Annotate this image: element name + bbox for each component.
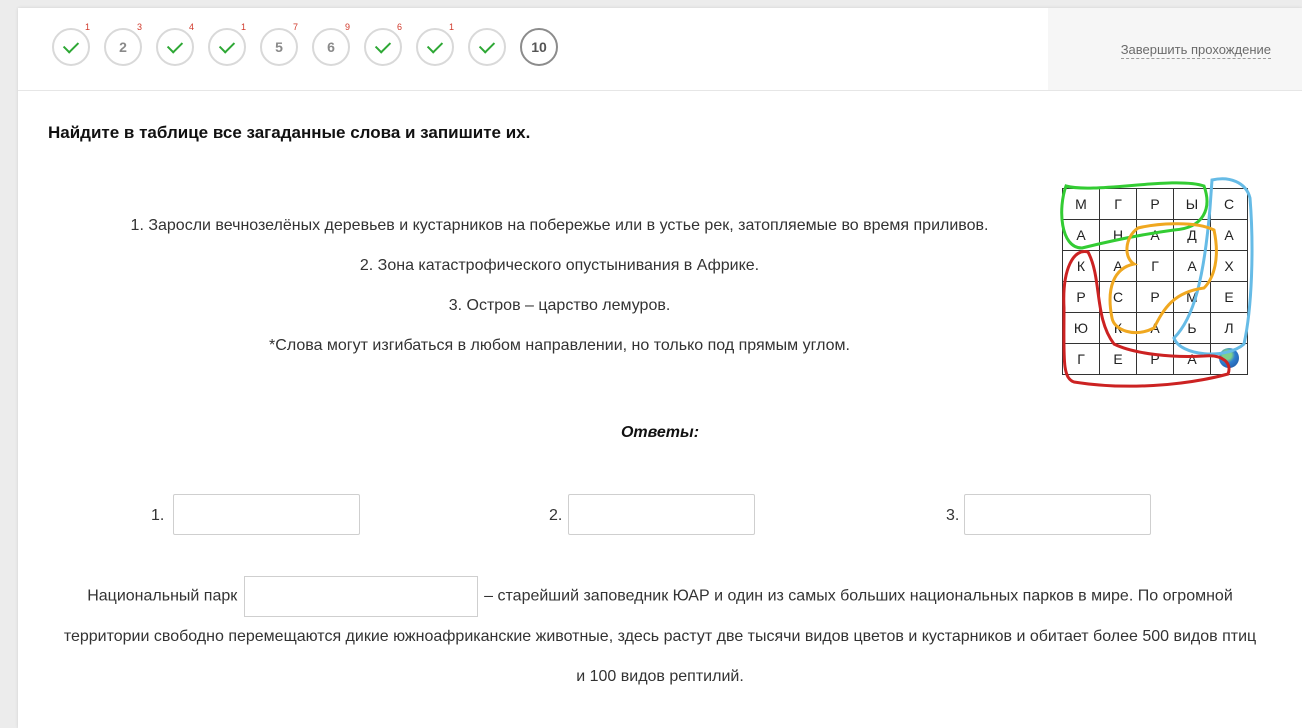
grid-cell: А — [1137, 313, 1174, 344]
task-item-2: 2. Зона катастрофического опустынивания в Африке. — [359, 257, 760, 274]
grid-cell: Л — [1211, 313, 1248, 344]
check-icon — [167, 37, 183, 53]
grid-cell: Г — [1137, 251, 1174, 282]
grid-cell: А — [1063, 220, 1100, 251]
task-item-3: 3. Остров – царство лемуров. — [448, 297, 671, 314]
grid-cell: Р — [1063, 282, 1100, 313]
answer-number-1: 1. — [151, 507, 165, 524]
step-1[interactable] — [52, 22, 90, 66]
step-7[interactable] — [364, 22, 402, 66]
grid-cell: К — [1063, 251, 1100, 282]
question-title: Найдите в таблице все загаданные слова и запишите их. — [48, 123, 531, 142]
finish-area — [1048, 8, 1302, 90]
answer-number-2: 2. — [549, 507, 563, 524]
check-icon — [219, 37, 235, 53]
step-4[interactable] — [208, 22, 246, 66]
green-loop — [1062, 183, 1207, 248]
grid-cell: Н — [1100, 220, 1137, 251]
task-card — [18, 8, 1302, 728]
attempt-badge: 1 — [448, 22, 454, 32]
grid-cell: Р — [1137, 344, 1174, 375]
grid-cell: А — [1211, 220, 1248, 251]
grid-cell: С — [1100, 282, 1137, 313]
answer-input-1[interactable] — [173, 494, 360, 535]
step-3[interactable] — [156, 22, 194, 66]
grid-cell: С — [1211, 189, 1248, 220]
grid-cell: Ю — [1063, 313, 1100, 344]
grid-cell: А — [1174, 344, 1211, 375]
highlight-loops — [1054, 168, 1254, 388]
grid-cell: М — [1174, 282, 1211, 313]
answer-input-3[interactable] — [964, 494, 1151, 535]
progress-bar — [18, 8, 1302, 91]
task-item-1: 1. Заросли вечнозелёных деревьев и кустарников на побережье или в устье рек, затопляемые во время приливов. — [130, 217, 989, 234]
grid-cell: А — [1100, 251, 1137, 282]
check-icon — [63, 37, 79, 53]
grid-cell: Ы — [1174, 189, 1211, 220]
check-icon — [479, 37, 495, 53]
step-2[interactable] — [104, 22, 142, 66]
step-9[interactable] — [468, 28, 506, 66]
blue-loop — [1174, 179, 1252, 354]
check-icon — [427, 37, 443, 53]
answers-label: Ответы: — [620, 424, 700, 441]
task-note: *Слова могут изгибаться в любом направлении, но только под прямым углом. — [269, 337, 850, 354]
grid-cell: Р — [1137, 282, 1174, 313]
grid-cell: Е — [1211, 282, 1248, 313]
step-number: 6 — [327, 39, 335, 55]
step-6[interactable] — [312, 22, 350, 66]
step-8[interactable] — [416, 22, 454, 66]
step-number: 2 — [119, 39, 127, 55]
check-icon — [375, 37, 391, 53]
attempt-badge: 6 — [396, 22, 402, 32]
step-5[interactable] — [260, 22, 298, 66]
step-number: 5 — [275, 39, 283, 55]
finish-test-link[interactable]: Завершить прохождение — [1120, 42, 1271, 57]
grid-cell: А — [1174, 251, 1211, 282]
grid-cell: Г — [1100, 189, 1137, 220]
step-number: 10 — [531, 39, 547, 55]
grid-cell: А — [1137, 220, 1174, 251]
attempt-badge: 1 — [84, 22, 90, 32]
word-grid-image — [1054, 168, 1254, 388]
grid-cell: М — [1063, 189, 1100, 220]
grid-cell: Х — [1211, 251, 1248, 282]
attempt-badge: 4 — [188, 22, 194, 32]
park-paragraph — [58, 576, 1262, 697]
attempt-badge: 3 — [136, 22, 142, 32]
grid-cell: Ь — [1174, 313, 1211, 344]
grid-cell: К — [1100, 313, 1137, 344]
grid-cell: Р — [1137, 189, 1174, 220]
park-name-input[interactable] — [244, 576, 478, 617]
grid-cell: Г — [1063, 344, 1100, 375]
red-loop — [1064, 251, 1229, 386]
task-list — [78, 216, 1041, 376]
step-10[interactable] — [520, 28, 558, 66]
park-text-after: – старейший заповедник ЮАР и один из самых больших национальных парков в мире. По огромной территории свободно перемещаются дикие южноафриканские животные, здесь растут две тысячи видов цветов и кустарников и обитает более 500 видов птиц и 100 видов рептилий. — [63, 587, 1257, 685]
grid-cell: Е — [1100, 344, 1137, 375]
attempt-badge: 7 — [292, 22, 298, 32]
attempt-badge: 1 — [240, 22, 246, 32]
attempt-badge: 9 — [344, 22, 350, 32]
park-text-before: Национальный парк — [87, 587, 238, 605]
grid-cell: Д — [1174, 220, 1211, 251]
answer-input-2[interactable] — [568, 494, 755, 535]
answer-number-3: 3. — [946, 507, 960, 524]
